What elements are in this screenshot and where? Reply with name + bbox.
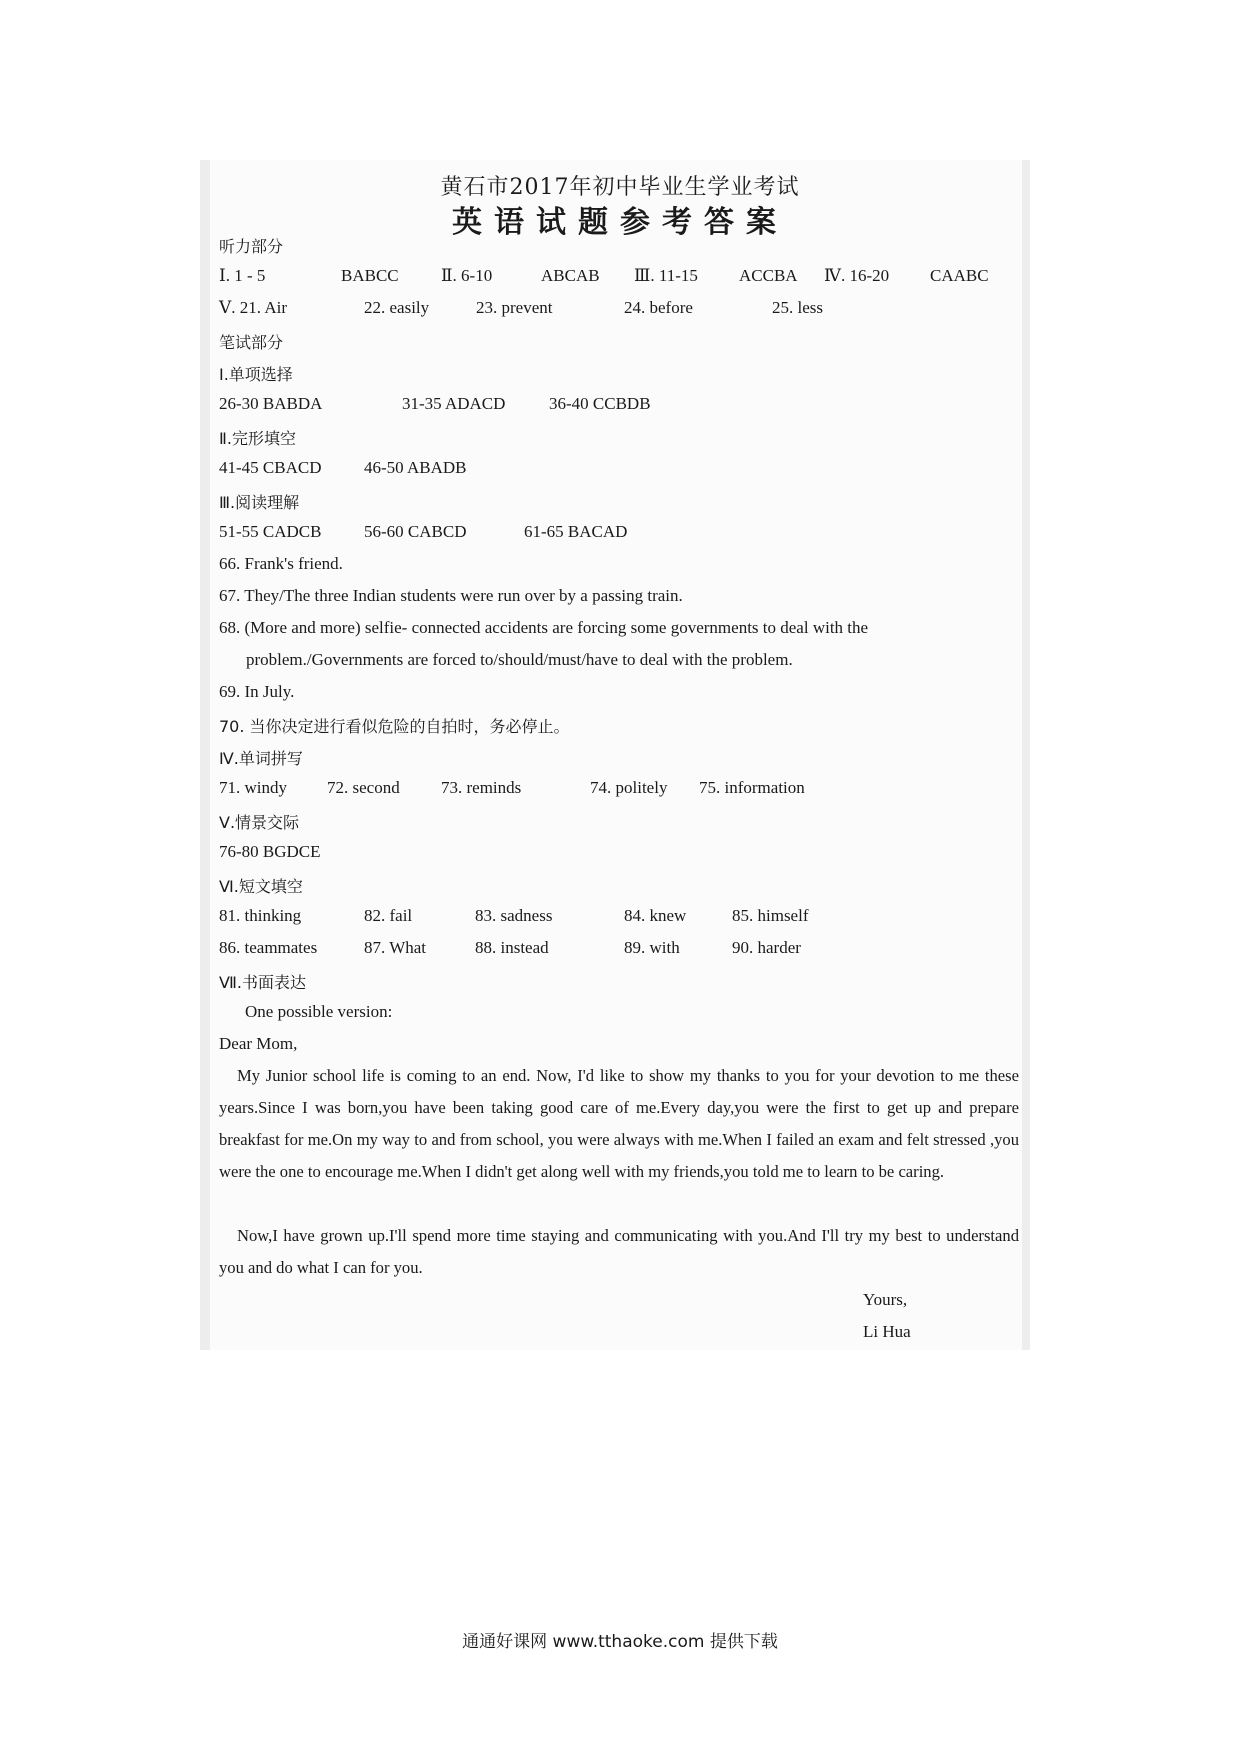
answer-85: 85. himself xyxy=(732,906,809,925)
answer-81: 81. thinking xyxy=(219,906,302,925)
answer-87: 87. What xyxy=(364,938,427,957)
letter-paragraph-1: My Junior school life is coming to an end. Now, I'd like to show my thanks to you for your devotion to me these years.Since I was born,you have been taking good care of me.Every day,you were the first to get up and prepare breakfast for me.On my way to and from school, you were always with me.When I failed an exam and felt stressed ,you were the one to encourage me.When I didn't get along well with my friends,you told me to learn to be caring. xyxy=(219,1066,1019,1181)
answer-75: 75. information xyxy=(699,778,805,797)
answers-51-55: 51-55 CADCB xyxy=(219,522,322,541)
answer-67: 67. They/The three Indian students were run over by a passing train. xyxy=(219,586,683,605)
answer-70: 70. 当你决定进行看似危险的自拍时，务必停止。 xyxy=(219,717,570,736)
answer-21: Ⅴ. 21. Air xyxy=(219,298,287,317)
answers-31-35: 31-35 ADACD xyxy=(402,394,506,413)
answer-88: 88. instead xyxy=(475,938,549,957)
answers-41-45: 41-45 CBACD xyxy=(219,458,322,477)
section-7-heading: Ⅶ.书面表达 xyxy=(219,973,307,992)
answer-25: 25. less xyxy=(772,298,823,317)
letter-closing: Yours, xyxy=(863,1290,908,1309)
answer-23: 23. prevent xyxy=(476,298,553,317)
answer-73: 73. reminds xyxy=(441,778,522,797)
letter-greeting: Dear Mom, xyxy=(219,1034,298,1053)
possible-version-label: One possible version: xyxy=(245,1002,393,1021)
answer-22: 22. easily xyxy=(364,298,430,317)
section-4-label: Ⅳ. 16-20 xyxy=(824,266,890,285)
exam-title: 黄石市2017年初中毕业生学业考试 xyxy=(440,175,800,200)
answer-86: 86. teammates xyxy=(219,938,318,957)
answers-26-30: 26-30 BABDA xyxy=(219,394,323,413)
answers-56-60: 56-60 CABCD xyxy=(364,522,467,541)
section-3-heading: Ⅲ.阅读理解 xyxy=(219,493,300,512)
answer-84: 84. knew xyxy=(624,906,687,925)
letter-paragraph-2: Now,I have grown up.I'll spend more time staying and communicating with you.And I'll try my best to understand you and do what I can for you. xyxy=(219,1226,1019,1277)
section-2-answer: ABCAB xyxy=(541,266,600,285)
section-2-label: Ⅱ. 6-10 xyxy=(441,266,493,285)
answer-83: 83. sadness xyxy=(475,906,553,925)
answer-82: 82. fail xyxy=(364,906,413,925)
answers-76-80: 76-80 BGDCE xyxy=(219,842,321,861)
answer-68-line-2: problem./Governments are forced to/should/must/have to deal with the problem. xyxy=(246,650,793,669)
page-footer: 通通好课网 www.tthaoke.com 提供下载 xyxy=(462,1632,778,1652)
answers-36-40: 36-40 CCBDB xyxy=(549,394,651,413)
section-6-heading: Ⅵ.短文填空 xyxy=(219,877,303,896)
answers-61-65: 61-65 BACAD xyxy=(524,522,628,541)
answer-72: 72. second xyxy=(327,778,400,797)
written-heading: 笔试部分 xyxy=(219,333,284,352)
answer-66: 66. Frank's friend. xyxy=(219,554,343,573)
answer-90: 90. harder xyxy=(732,938,801,957)
section-2-heading: Ⅱ.完形填空 xyxy=(219,429,296,448)
section-1-heading: Ⅰ.单项选择 xyxy=(219,365,293,384)
answer-24: 24. before xyxy=(624,298,693,317)
answer-69: 69. In July. xyxy=(219,682,295,701)
answer-89: 89. with xyxy=(624,938,680,957)
answers-46-50: 46-50 ABADB xyxy=(364,458,467,477)
section-1-answer: BABCC xyxy=(341,266,399,285)
answer-68-line-1: 68. (More and more) selfie- connected accidents are forcing some governments to deal with the xyxy=(219,618,869,637)
listening-heading: 听力部分 xyxy=(219,237,284,256)
section-5-heading: Ⅴ.情景交际 xyxy=(219,813,300,832)
section-4-heading: Ⅳ.单词拼写 xyxy=(219,749,303,768)
answer-key-title: 英语试题参考答案 xyxy=(452,205,788,240)
section-3-answer: ACCBA xyxy=(739,266,798,285)
letter-signature: Li Hua xyxy=(863,1322,911,1341)
section-4-answer: CAABC xyxy=(930,266,989,285)
answer-74: 74. politely xyxy=(590,778,668,797)
section-3-label: Ⅲ. 11-15 xyxy=(634,266,698,285)
section-1-label: Ⅰ. 1 - 5 xyxy=(219,266,266,285)
answer-71: 71. windy xyxy=(219,778,287,797)
